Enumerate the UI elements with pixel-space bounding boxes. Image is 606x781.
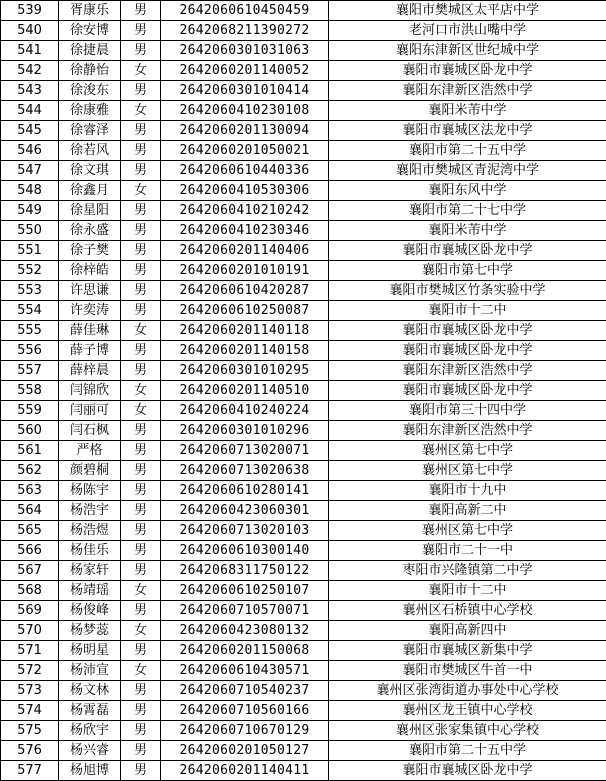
gender-cell: 男 — [121, 641, 161, 661]
row-number-cell: 556 — [1, 341, 59, 361]
gender-cell: 男 — [121, 81, 161, 101]
exam-id-cell: 2642060710570071 — [161, 601, 329, 621]
student-name-cell: 杨明星 — [59, 641, 121, 661]
gender-cell: 男 — [121, 741, 161, 761]
student-name-cell: 薛佳琳 — [59, 321, 121, 341]
school-name-cell: 襄阳市樊城区竹条实验中学 — [329, 281, 606, 301]
exam-id-cell: 2642060410210242 — [161, 201, 329, 221]
gender-cell: 女 — [121, 181, 161, 201]
gender-cell: 男 — [121, 461, 161, 481]
student-name-cell: 徐鑫月 — [59, 181, 121, 201]
school-name-cell: 襄阳市樊城区牛首一中 — [329, 661, 606, 681]
gender-cell: 男 — [121, 441, 161, 461]
gender-cell: 男 — [121, 1, 161, 21]
school-name-cell: 襄阳米芾中学 — [329, 221, 606, 241]
table-row — [1, 461, 606, 481]
table-row — [1, 161, 606, 181]
exam-id-cell: 2642060610420287 — [161, 281, 329, 301]
exam-id-cell: 2642060301010414 — [161, 81, 329, 101]
gender-cell: 男 — [121, 361, 161, 381]
table-row — [1, 321, 606, 341]
table-row — [1, 741, 606, 761]
student-name-cell: 杨旭博 — [59, 761, 121, 781]
table-row — [1, 501, 606, 521]
student-name-cell: 杨霄磊 — [59, 701, 121, 721]
student-name-cell: 许奕涛 — [59, 301, 121, 321]
exam-id-cell: 2642060410230346 — [161, 221, 329, 241]
row-number-cell: 577 — [1, 761, 59, 781]
row-number-cell: 551 — [1, 241, 59, 261]
row-number-cell: 540 — [1, 21, 59, 41]
exam-id-cell: 2642060201140411 — [161, 761, 329, 781]
school-name-cell: 襄阳高新四中 — [329, 621, 606, 641]
row-number-cell: 569 — [1, 601, 59, 621]
exam-id-cell: 2642060610440336 — [161, 161, 329, 181]
school-name-cell: 襄阳市襄城区卧龙中学 — [329, 61, 606, 81]
gender-cell: 男 — [121, 521, 161, 541]
exam-id-cell: 2642060410240224 — [161, 401, 329, 421]
exam-id-cell: 2642060610430571 — [161, 661, 329, 681]
school-name-cell: 襄阳东风中学 — [329, 181, 606, 201]
row-number-cell: 561 — [1, 441, 59, 461]
table-row — [1, 241, 606, 261]
school-name-cell: 襄阳市襄城区卧龙中学 — [329, 341, 606, 361]
table-body — [1, 1, 606, 781]
gender-cell: 男 — [121, 481, 161, 501]
row-number-cell: 543 — [1, 81, 59, 101]
row-number-cell: 558 — [1, 381, 59, 401]
school-name-cell: 襄州区第七中学 — [329, 521, 606, 541]
student-name-cell: 杨浩宇 — [59, 501, 121, 521]
gender-cell: 男 — [121, 701, 161, 721]
table-row — [1, 381, 606, 401]
row-number-cell: 553 — [1, 281, 59, 301]
gender-cell: 男 — [121, 161, 161, 181]
school-name-cell: 襄阳市第三十四中学 — [329, 401, 606, 421]
student-name-cell: 徐梓皓 — [59, 261, 121, 281]
table-row — [1, 141, 606, 161]
gender-cell: 男 — [121, 301, 161, 321]
table-row — [1, 641, 606, 661]
school-name-cell: 襄阳市襄城区卧龙中学 — [329, 241, 606, 261]
student-name-cell: 杨浩煜 — [59, 521, 121, 541]
row-number-cell: 554 — [1, 301, 59, 321]
table-row — [1, 181, 606, 201]
gender-cell: 男 — [121, 281, 161, 301]
student-name-cell: 薛子博 — [59, 341, 121, 361]
row-number-cell: 557 — [1, 361, 59, 381]
student-name-cell: 颜碧桐 — [59, 461, 121, 481]
gender-cell: 男 — [121, 121, 161, 141]
table-row — [1, 521, 606, 541]
gender-cell: 男 — [121, 261, 161, 281]
school-name-cell: 老河口市洪山嘴中学 — [329, 21, 606, 41]
exam-id-cell: 2642060710560166 — [161, 701, 329, 721]
table-row — [1, 41, 606, 61]
school-name-cell: 襄阳市二十一中 — [329, 541, 606, 561]
exam-id-cell: 2642060713020071 — [161, 441, 329, 461]
exam-id-cell: 2642060713020103 — [161, 521, 329, 541]
student-name-cell: 杨梦蕊 — [59, 621, 121, 641]
student-name-cell: 胥康乐 — [59, 1, 121, 21]
exam-id-cell: 2642060610450459 — [161, 1, 329, 21]
table-row — [1, 701, 606, 721]
gender-cell: 男 — [121, 561, 161, 581]
student-name-cell: 徐永盛 — [59, 221, 121, 241]
exam-id-cell: 2642060301010295 — [161, 361, 329, 381]
school-name-cell: 襄阳市第二十七中学 — [329, 201, 606, 221]
gender-cell: 男 — [121, 341, 161, 361]
row-number-cell: 544 — [1, 101, 59, 121]
gender-cell: 男 — [121, 721, 161, 741]
school-name-cell: 襄阳米芾中学 — [329, 101, 606, 121]
school-name-cell: 襄州区张湾街道办事处中心学校 — [329, 681, 606, 701]
student-name-cell: 杨家轩 — [59, 561, 121, 581]
exam-id-cell: 2642060410230108 — [161, 101, 329, 121]
exam-id-cell: 2642060610250087 — [161, 301, 329, 321]
row-number-cell: 572 — [1, 661, 59, 681]
table-row — [1, 601, 606, 621]
exam-id-cell: 2642060423080132 — [161, 621, 329, 641]
student-name-cell: 杨欣宇 — [59, 721, 121, 741]
student-name-cell: 薛梓晨 — [59, 361, 121, 381]
gender-cell: 男 — [121, 501, 161, 521]
row-number-cell: 546 — [1, 141, 59, 161]
gender-cell: 男 — [121, 201, 161, 221]
exam-id-cell: 2642060201010191 — [161, 261, 329, 281]
exam-id-cell: 2642060201140158 — [161, 341, 329, 361]
row-number-cell: 574 — [1, 701, 59, 721]
gender-cell: 女 — [121, 381, 161, 401]
gender-cell: 男 — [121, 41, 161, 61]
row-number-cell: 567 — [1, 561, 59, 581]
table-row — [1, 721, 606, 741]
exam-id-cell: 2642060710670129 — [161, 721, 329, 741]
gender-cell: 男 — [121, 681, 161, 701]
school-name-cell: 襄阳市第二十五中学 — [329, 141, 606, 161]
row-number-cell: 573 — [1, 681, 59, 701]
gender-cell: 女 — [121, 61, 161, 81]
student-name-cell: 徐睿泽 — [59, 121, 121, 141]
student-name-cell: 杨文林 — [59, 681, 121, 701]
row-number-cell: 565 — [1, 521, 59, 541]
row-number-cell: 562 — [1, 461, 59, 481]
exam-id-cell: 2642060610250107 — [161, 581, 329, 601]
school-name-cell: 襄州区第七中学 — [329, 441, 606, 461]
school-name-cell: 襄阳市襄城区卧龙中学 — [329, 381, 606, 401]
row-number-cell: 575 — [1, 721, 59, 741]
row-number-cell: 547 — [1, 161, 59, 181]
school-name-cell: 襄阳市第二十五中学 — [329, 741, 606, 761]
student-name-cell: 杨沛宣 — [59, 661, 121, 681]
table-row — [1, 221, 606, 241]
student-name-cell: 杨兴睿 — [59, 741, 121, 761]
table-row — [1, 661, 606, 681]
exam-id-cell: 2642060713020638 — [161, 461, 329, 481]
table-row — [1, 61, 606, 81]
school-name-cell: 襄阳市襄城区新集中学 — [329, 641, 606, 661]
gender-cell: 男 — [121, 221, 161, 241]
table-row — [1, 401, 606, 421]
table-row — [1, 261, 606, 281]
row-number-cell: 560 — [1, 421, 59, 441]
row-number-cell: 555 — [1, 321, 59, 341]
table-row — [1, 201, 606, 221]
table-row — [1, 281, 606, 301]
school-name-cell: 襄州区石桥镇中心学校 — [329, 601, 606, 621]
school-name-cell: 襄阳市十二中 — [329, 301, 606, 321]
row-number-cell: 541 — [1, 41, 59, 61]
table-row — [1, 541, 606, 561]
table-row — [1, 561, 606, 581]
student-name-cell: 徐安博 — [59, 21, 121, 41]
student-name-cell: 徐康雅 — [59, 101, 121, 121]
exam-id-cell: 2642068211390272 — [161, 21, 329, 41]
row-number-cell: 559 — [1, 401, 59, 421]
table-row — [1, 761, 606, 781]
table-row — [1, 361, 606, 381]
row-number-cell: 571 — [1, 641, 59, 661]
gender-cell: 女 — [121, 661, 161, 681]
school-name-cell: 襄阳市襄城区卧龙中学 — [329, 321, 606, 341]
student-name-cell: 杨佳乐 — [59, 541, 121, 561]
exam-id-cell: 2642060410530306 — [161, 181, 329, 201]
row-number-cell: 548 — [1, 181, 59, 201]
exam-id-cell: 2642060610280141 — [161, 481, 329, 501]
table-row — [1, 681, 606, 701]
table-row — [1, 481, 606, 501]
row-number-cell: 576 — [1, 741, 59, 761]
school-name-cell: 襄阳高新二中 — [329, 501, 606, 521]
row-number-cell: 542 — [1, 61, 59, 81]
table-row — [1, 621, 606, 641]
exam-id-cell: 2642060201050021 — [161, 141, 329, 161]
student-name-cell: 许思谦 — [59, 281, 121, 301]
table-row — [1, 121, 606, 141]
exam-id-cell: 2642068311750122 — [161, 561, 329, 581]
gender-cell: 男 — [121, 141, 161, 161]
gender-cell: 男 — [121, 21, 161, 41]
student-name-cell: 徐捷晨 — [59, 41, 121, 61]
student-name-cell: 杨靖瑶 — [59, 581, 121, 601]
table-row — [1, 81, 606, 101]
student-name-cell: 徐星阳 — [59, 201, 121, 221]
row-number-cell: 539 — [1, 1, 59, 21]
exam-id-cell: 2642060423060301 — [161, 501, 329, 521]
student-name-cell: 徐若风 — [59, 141, 121, 161]
school-name-cell: 襄阳东津新区浩然中学 — [329, 361, 606, 381]
school-name-cell: 襄州区张家集镇中心学校 — [329, 721, 606, 741]
table-row — [1, 341, 606, 361]
row-number-cell: 566 — [1, 541, 59, 561]
student-name-cell: 徐浚东 — [59, 81, 121, 101]
student-name-cell: 严格 — [59, 441, 121, 461]
school-name-cell: 襄阳东津新区世纪城中学 — [329, 41, 606, 61]
gender-cell: 女 — [121, 101, 161, 121]
school-name-cell: 襄州区龙王镇中心学校 — [329, 701, 606, 721]
exam-id-cell: 2642060201140052 — [161, 61, 329, 81]
row-number-cell: 552 — [1, 261, 59, 281]
school-name-cell: 襄阳市十九中 — [329, 481, 606, 501]
exam-id-cell: 2642060301010296 — [161, 421, 329, 441]
row-number-cell: 564 — [1, 501, 59, 521]
table-row — [1, 581, 606, 601]
student-name-cell: 徐文琪 — [59, 161, 121, 181]
table-row — [1, 1, 606, 21]
table-row — [1, 101, 606, 121]
school-name-cell: 襄阳东津新区浩然中学 — [329, 421, 606, 441]
row-number-cell: 545 — [1, 121, 59, 141]
student-name-cell: 闫锦欣 — [59, 381, 121, 401]
school-name-cell: 襄阳市襄城区卧龙中学 — [329, 761, 606, 781]
exam-id-cell: 2642060201140118 — [161, 321, 329, 341]
row-number-cell: 570 — [1, 621, 59, 641]
gender-cell: 男 — [121, 421, 161, 441]
gender-cell: 男 — [121, 541, 161, 561]
row-number-cell: 550 — [1, 221, 59, 241]
school-name-cell: 襄阳市第七中学 — [329, 261, 606, 281]
student-name-cell: 徐静怡 — [59, 61, 121, 81]
row-number-cell: 549 — [1, 201, 59, 221]
gender-cell: 男 — [121, 601, 161, 621]
exam-id-cell: 2642060301031063 — [161, 41, 329, 61]
table-row — [1, 21, 606, 41]
student-name-cell: 闫石枫 — [59, 421, 121, 441]
gender-cell: 女 — [121, 621, 161, 641]
exam-id-cell: 2642060201130094 — [161, 121, 329, 141]
gender-cell: 男 — [121, 241, 161, 261]
exam-id-cell: 2642060201140510 — [161, 381, 329, 401]
gender-cell: 男 — [121, 761, 161, 781]
exam-id-cell: 2642060710540237 — [161, 681, 329, 701]
school-name-cell: 襄州区第七中学 — [329, 461, 606, 481]
row-number-cell: 563 — [1, 481, 59, 501]
student-name-cell: 闫丽可 — [59, 401, 121, 421]
table-row — [1, 421, 606, 441]
exam-id-cell: 2642060201050127 — [161, 741, 329, 761]
school-name-cell: 襄阳市十二中 — [329, 581, 606, 601]
school-name-cell: 襄阳东津新区浩然中学 — [329, 81, 606, 101]
table-row — [1, 301, 606, 321]
table-row — [1, 441, 606, 461]
student-name-cell: 徐子樊 — [59, 241, 121, 261]
school-name-cell: 襄阳市襄城区法龙中学 — [329, 121, 606, 141]
school-name-cell: 襄阳市樊城区太平店中学 — [329, 1, 606, 21]
student-name-cell: 杨陈宇 — [59, 481, 121, 501]
gender-cell: 女 — [121, 401, 161, 421]
exam-id-cell: 2642060201140406 — [161, 241, 329, 261]
school-name-cell: 枣阳市兴隆镇第二中学 — [329, 561, 606, 581]
exam-id-cell: 2642060201150068 — [161, 641, 329, 661]
gender-cell: 女 — [121, 581, 161, 601]
exam-id-cell: 2642060610300140 — [161, 541, 329, 561]
gender-cell: 女 — [121, 321, 161, 341]
student-name-cell: 杨俊峰 — [59, 601, 121, 621]
school-name-cell: 襄阳市樊城区青泥湾中学 — [329, 161, 606, 181]
row-number-cell: 568 — [1, 581, 59, 601]
